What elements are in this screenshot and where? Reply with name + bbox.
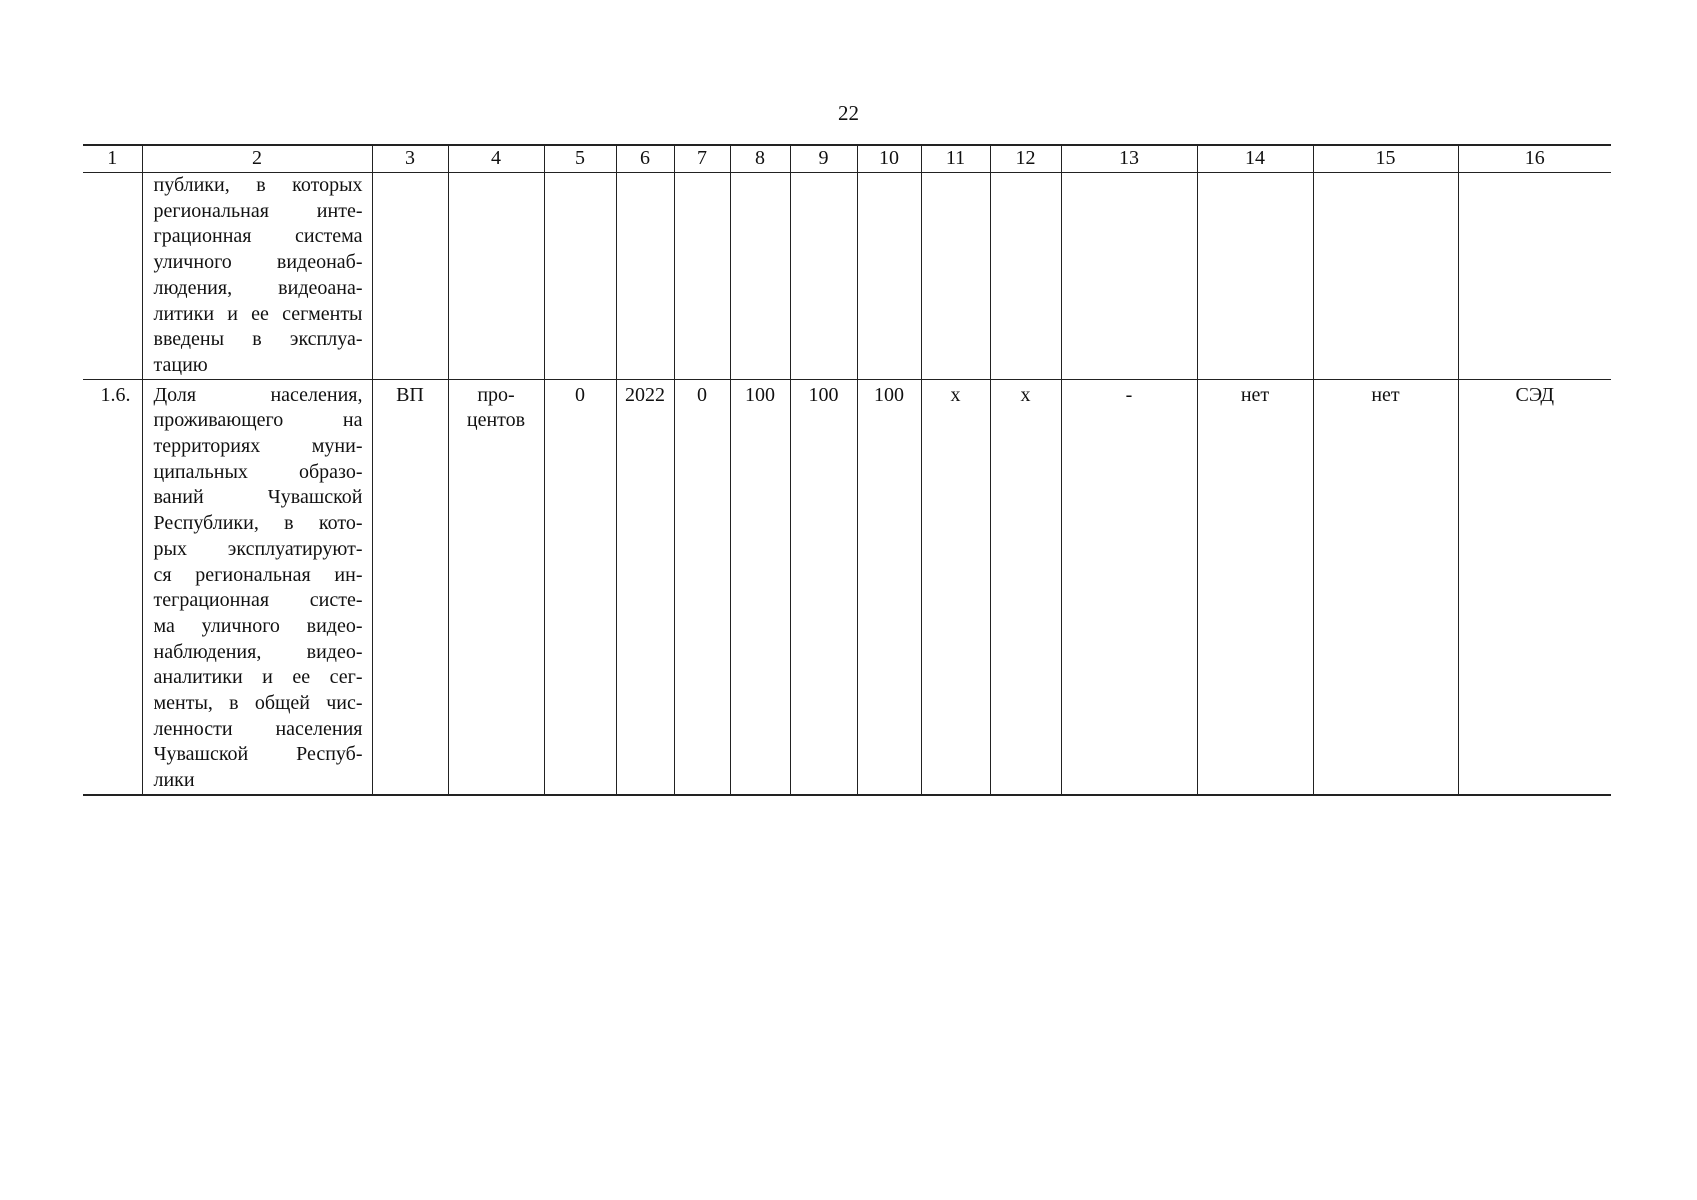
unit-line: про- <box>477 383 515 406</box>
empty-cell <box>372 173 448 380</box>
empty-cell <box>730 173 790 380</box>
value-cell: 100 <box>730 379 790 795</box>
description-line: территориях муни- <box>153 435 363 458</box>
description-line: проживающего на <box>153 409 363 432</box>
header-cell: 9 <box>790 145 857 173</box>
description-line: ципальных образо- <box>153 460 363 483</box>
description-line: рых эксплуатируют- <box>153 537 363 560</box>
empty-cell <box>1313 173 1458 380</box>
empty-cell <box>674 173 730 380</box>
row-number-cell: 1.6. <box>83 379 142 795</box>
description-line: публики, в которых <box>153 174 363 196</box>
description-line: введены в эксплуа- <box>153 328 363 351</box>
header-cell: 14 <box>1197 145 1313 173</box>
description-cell <box>142 173 372 380</box>
description-line: тацию <box>153 353 208 376</box>
row-number-cell <box>83 173 142 380</box>
empty-cell <box>790 173 857 380</box>
description-line: ся региональная ин- <box>153 563 363 586</box>
description-line: ленности населения <box>153 717 363 740</box>
description-line: грационная система <box>153 225 363 248</box>
description-line: наблюдения, видео- <box>153 640 363 663</box>
description-line: ваний Чувашской <box>153 486 363 509</box>
description-line: аналитики и ее сег- <box>153 666 363 689</box>
description-line: Республики, в кото- <box>153 512 363 535</box>
value-cell: нет <box>1197 379 1313 795</box>
header-cell: 13 <box>1061 145 1197 173</box>
table-row-1-6 <box>83 379 1611 795</box>
empty-cell <box>1197 173 1313 380</box>
description-line: уличного видеонаб- <box>153 251 363 274</box>
empty-cell <box>1458 173 1611 380</box>
description-line: ма уличного видео- <box>153 614 363 637</box>
header-cell: 6 <box>616 145 674 173</box>
value-cell: нет <box>1313 379 1458 795</box>
empty-cell <box>544 173 616 380</box>
indicators-table <box>83 144 1611 796</box>
empty-cell <box>921 173 990 380</box>
description-line: Чувашской Респуб- <box>153 743 363 766</box>
header-cell: 11 <box>921 145 990 173</box>
description-cell <box>142 379 372 795</box>
description-line: региональная инте- <box>153 199 363 222</box>
table-row-continued <box>83 173 1611 380</box>
value-cell: 100 <box>857 379 921 795</box>
empty-cell <box>990 173 1061 380</box>
value-cell: х <box>990 379 1061 795</box>
header-cell: 1 <box>83 145 142 173</box>
header-cell: 15 <box>1313 145 1458 173</box>
unit-cell <box>448 379 544 795</box>
value-cell: СЭД <box>1458 379 1611 795</box>
header-cell: 16 <box>1458 145 1611 173</box>
description-line: менты, в общей чис- <box>153 692 363 715</box>
header-cell: 12 <box>990 145 1061 173</box>
header-cell: 4 <box>448 145 544 173</box>
header-cell: 8 <box>730 145 790 173</box>
header-cell: 2 <box>142 145 372 173</box>
header-cell: 5 <box>544 145 616 173</box>
header-cell: 3 <box>372 145 448 173</box>
description-line: теграционная систе- <box>153 589 363 612</box>
unit-line: центов <box>466 409 526 432</box>
empty-cell <box>616 173 674 380</box>
table-header-row <box>83 145 1611 173</box>
empty-cell <box>857 173 921 380</box>
page-number: 22 <box>838 101 859 125</box>
empty-cell <box>448 173 544 380</box>
value-cell: 0 <box>674 379 730 795</box>
source-type-cell: ВП <box>372 379 448 795</box>
header-cell: 10 <box>857 145 921 173</box>
value-cell: 100 <box>790 379 857 795</box>
empty-cell <box>1061 173 1197 380</box>
header-cell: 7 <box>674 145 730 173</box>
base-value-cell: 0 <box>544 379 616 795</box>
value-cell: - <box>1061 379 1197 795</box>
value-cell: х <box>921 379 990 795</box>
description-line: людения, видеоана- <box>153 276 363 299</box>
description-line: Доля населения, <box>153 383 363 406</box>
base-year-cell: 2022 <box>616 379 674 795</box>
description-line: литики и ее сегменты <box>153 302 363 325</box>
description-line: лики <box>153 769 195 792</box>
